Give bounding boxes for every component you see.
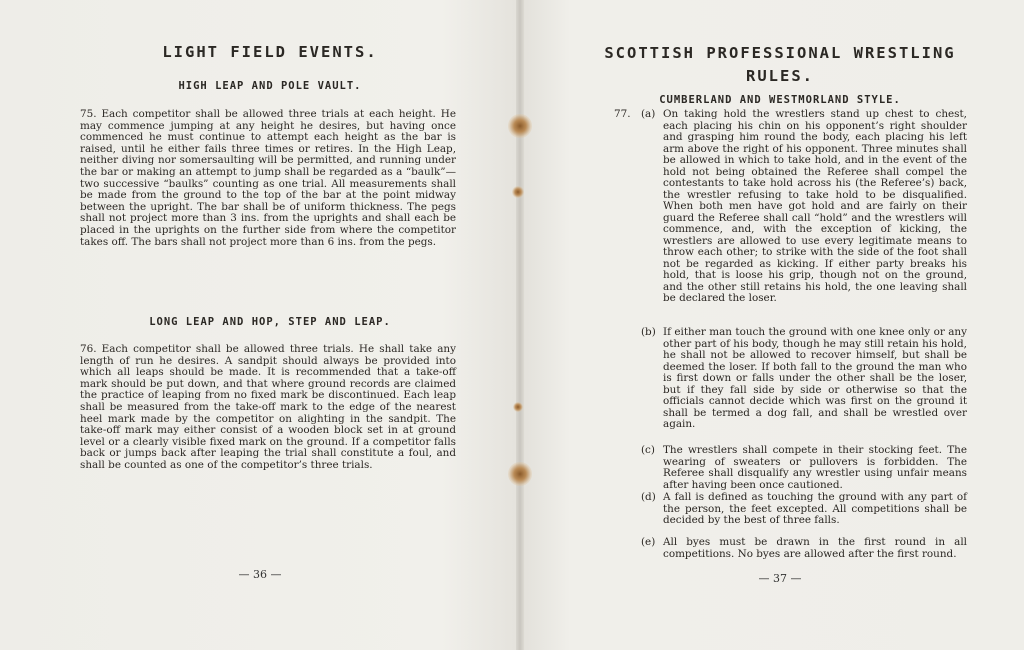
section-title-line-1: SCOTTISH PROFESSIONAL WRESTLING xyxy=(604,44,956,62)
subsection-title-cumberland: CUMBERLAND AND WESTMORLAND STYLE. xyxy=(659,94,901,106)
page-number-right: — 37 — xyxy=(758,572,802,585)
page-number-left: — 36 — xyxy=(238,568,282,581)
subsection-title-high-leap: HIGH LEAP AND POLE VAULT. xyxy=(178,80,362,92)
rule-paragraph-76: 76. Each competitor shall be allowed three trials. He shall take any length of run he desires. A sandpit should always be provided into which all leaps should be made. It is recommended that a take-off mark should be put down, and that where ground records are claimed the practice of leaping from no fixed mark be discontinued. Each leap shall be measured from the take-off mark to the edge of the nearest heel mark made by the competitor on alighting in the sandpit. The take-off mark may either consist of a wooden block set in at ground level or a clearly visible fixed mark on the ground. If a competitor falls back or jumps back after leaping the trial shall constitute a foul, and shall be counted as one of the competitor’s three trials. xyxy=(80,343,456,471)
rule-number-77: 77. xyxy=(614,108,631,120)
section-title: LIGHT FIELD EVENTS. xyxy=(162,43,378,61)
rule-paragraph-75: 75. Each competitor shall be allowed three trials at each height. He may commence jumping at any height he desires, but having once commenced he must continue to attempt each height as the bar is raised, until he either fails three times or retires. In the High Leap, neither diving nor somersaulting will be permitted, and running under the bar or making an attempt to jump shall be regarded as a “baulk”—two successive “baulks” counting as one trial. All measurements shall be made from the ground to the top of the bar at the point midway between the upright. The bar shall be of uniform thickness. The pegs shall not project more than 3 ins. from the uprights and shall each be placed in the uprights on the further side from where the competitor takes off. The bars shall not project more than 6 ins. from the pegs. xyxy=(80,108,456,248)
rust-stain-mark xyxy=(513,402,523,412)
subsection-title-long-leap: LONG LEAP AND HOP, STEP AND LEAP. xyxy=(149,316,391,328)
clause-e xyxy=(641,536,967,560)
clause-a xyxy=(641,108,967,305)
rust-stain-mark xyxy=(508,462,532,486)
clause-text: A fall is defined as touching the ground with any part of the person, the feet excepted. All competitions shall be decided by the best of three falls. xyxy=(663,491,967,526)
section-title-line-2: RULES. xyxy=(746,67,814,85)
clause-b xyxy=(641,326,967,431)
clause-text: All byes must be drawn in the first round in all competitions. No byes are allowed after the first round. xyxy=(663,536,967,560)
clause-label: (c) xyxy=(641,444,655,456)
clause-c xyxy=(641,444,967,491)
clause-label: (e) xyxy=(641,536,656,548)
clause-label: (b) xyxy=(641,326,656,338)
rust-stain-mark xyxy=(512,186,524,198)
rust-stain-mark xyxy=(508,114,532,138)
clause-text: The wrestlers shall compete in their stocking feet. The wearing of sweaters or pullovers is forbidden. The Referee shall disqualify any wrestler using unfair means after having been once cautioned. xyxy=(663,444,967,491)
clause-text: If either man touch the ground with one knee only or any other part of his body, though he may still retain his hold, he shall not be allowed to recover himself, but shall be deemed the loser. If both fall to the ground the man who is first down or falls under the other shall be the loser, but if they fall side by side or otherwise so that the officials cannot decide which was first on the ground it shall be termed a dog fall, and shall be wrestled over again. xyxy=(663,326,967,430)
clause-label: (d) xyxy=(641,491,656,503)
book-gutter xyxy=(516,0,524,650)
clause-label: (a) xyxy=(641,108,656,120)
clause-text: On taking hold the wrestlers stand up chest to chest, each placing his chin on his opponent’s right shoulder and grasping him round the body, each placing his left arm above the right of his opponent. Three minutes shall be allowed in which to take hold, and in the event of the hold not being obtained the Referee shall compel the contestants to take hold across his (the Referee’s) back, the wrestler refusing to take hold to be disqualified. When both men have got hold and are fairly on their guard the Referee shall call “hold” and the wrestlers will commence, and, with the exception of kicking, the wrestlers are allowed to use every legitimate means to throw each other; to strike with the side of the foot shall not be regarded as kicking. If either party breaks his hold, that is loose his grip, though not on the ground, and the other still retains his hold, the one leaving shall be declared the loser. xyxy=(663,108,967,304)
clause-d xyxy=(641,491,967,527)
right-page xyxy=(520,0,1024,650)
